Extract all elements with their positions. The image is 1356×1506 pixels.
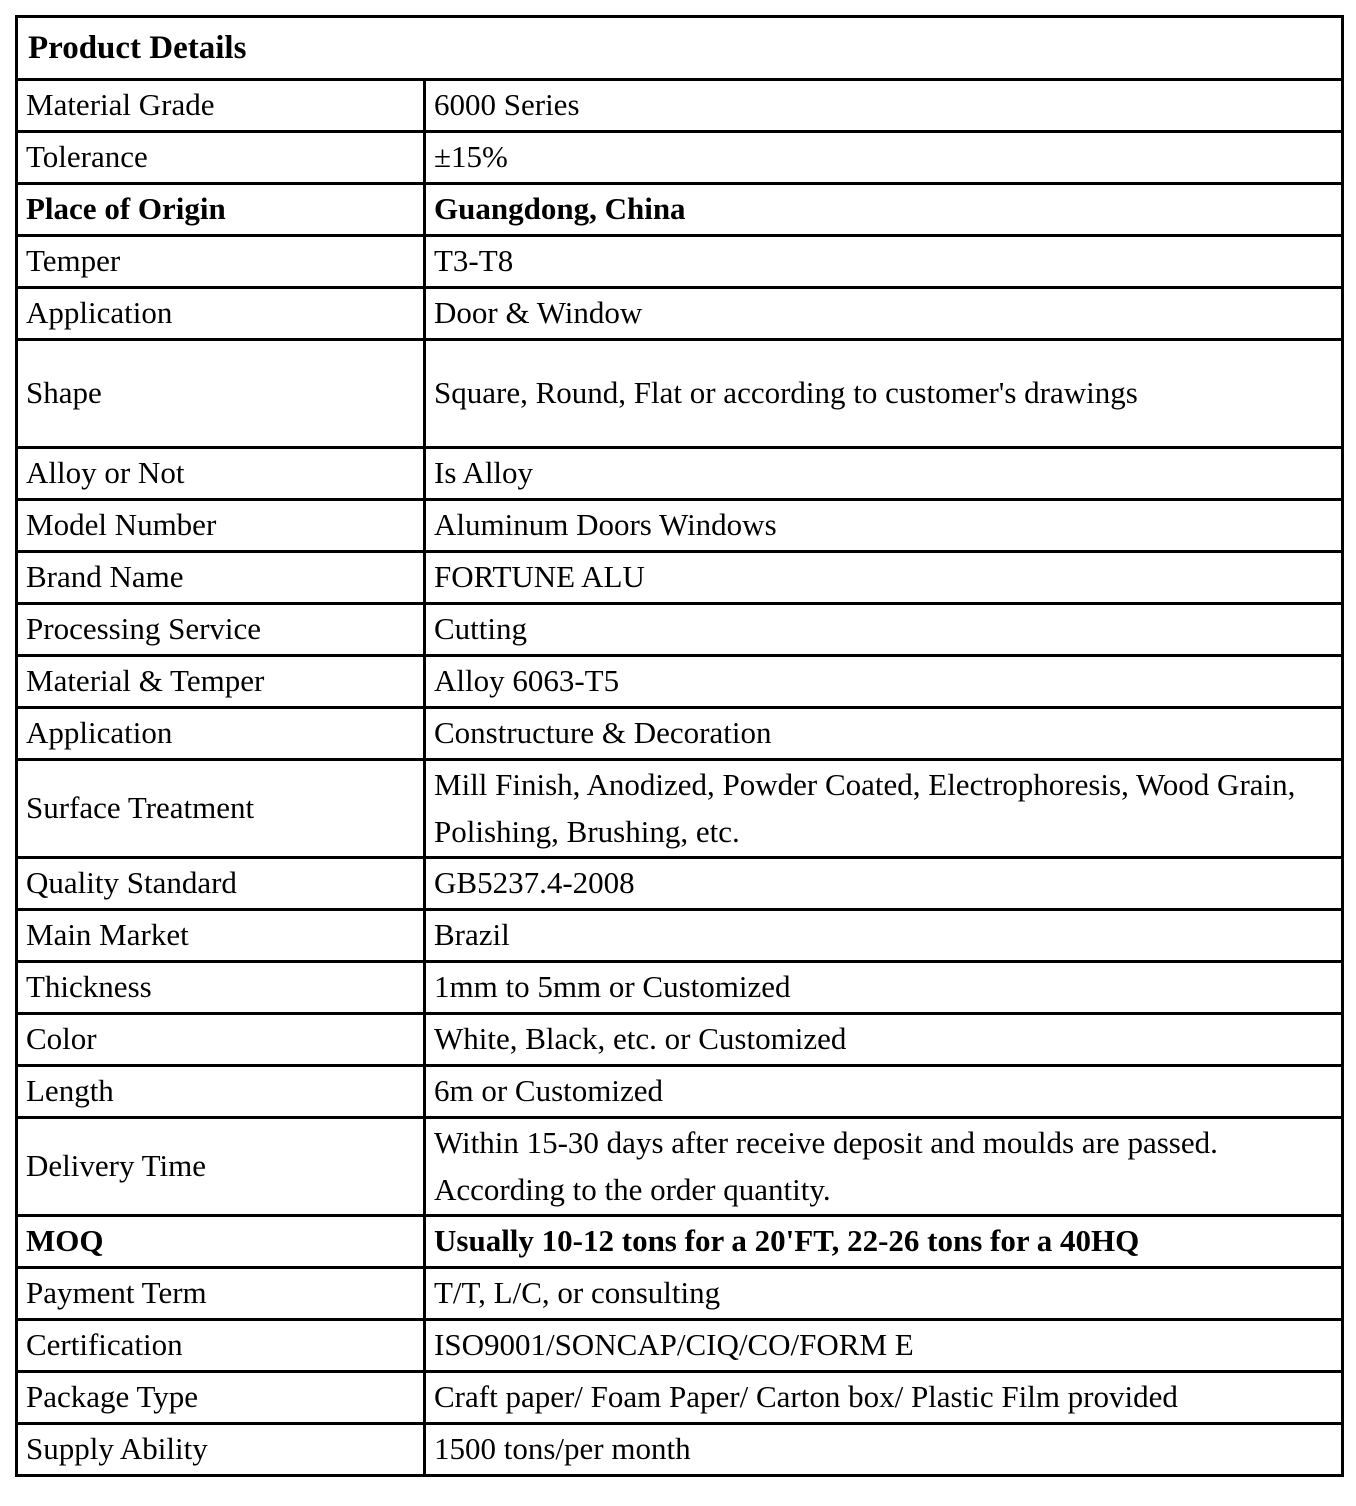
row-label: Material & Temper (17, 656, 425, 708)
row-value: T3-T8 (425, 236, 1343, 288)
row-label: Model Number (17, 500, 425, 552)
table-row (17, 1424, 1343, 1476)
row-value: Is Alloy (425, 448, 1343, 500)
row-label: Length (17, 1066, 425, 1118)
table-title: Product Details (17, 17, 1343, 80)
row-value: Aluminum Doors Windows (425, 500, 1343, 552)
table-row (17, 760, 1343, 858)
table-row (17, 448, 1343, 500)
table-row (17, 80, 1343, 132)
row-label: Brand Name (17, 552, 425, 604)
table-row (17, 184, 1343, 236)
row-label: Place of Origin (17, 184, 425, 236)
row-label: Color (17, 1014, 425, 1066)
row-label: Material Grade (17, 80, 425, 132)
row-value: FORTUNE ALU (425, 552, 1343, 604)
row-value: White, Black, etc. or Customized (425, 1014, 1343, 1066)
row-label: Payment Term (17, 1268, 425, 1320)
table-row (17, 858, 1343, 910)
row-value: Guangdong, China (425, 184, 1343, 236)
row-label: Application (17, 708, 425, 760)
table-row (17, 132, 1343, 184)
table-row (17, 962, 1343, 1014)
row-value: Square, Round, Flat or according to customer's drawings (425, 340, 1343, 448)
row-label: Surface Treatment (17, 760, 425, 858)
table-row (17, 604, 1343, 656)
row-value: Usually 10-12 tons for a 20'FT, 22-26 tons for a 40HQ (425, 1216, 1343, 1268)
table-row (17, 552, 1343, 604)
row-value: 1500 tons/per month (425, 1424, 1343, 1476)
row-value: 6000 Series (425, 80, 1343, 132)
row-value: Constructure & Decoration (425, 708, 1343, 760)
row-label: Thickness (17, 962, 425, 1014)
table-row (17, 1320, 1343, 1372)
row-label: Shape (17, 340, 425, 448)
row-value: ISO9001/SONCAP/CIQ/CO/FORM E (425, 1320, 1343, 1372)
row-value: Door & Window (425, 288, 1343, 340)
table-row (17, 236, 1343, 288)
table-row (17, 288, 1343, 340)
row-label: MOQ (17, 1216, 425, 1268)
row-label: Alloy or Not (17, 448, 425, 500)
row-label: Supply Ability (17, 1424, 425, 1476)
row-label: Temper (17, 236, 425, 288)
table-header-row (17, 17, 1343, 80)
row-label: Certification (17, 1320, 425, 1372)
row-label: Main Market (17, 910, 425, 962)
table-row (17, 656, 1343, 708)
row-label: Tolerance (17, 132, 425, 184)
row-value: Craft paper/ Foam Paper/ Carton box/ Plastic Film provided (425, 1372, 1343, 1424)
table-row (17, 910, 1343, 962)
row-label: Delivery Time (17, 1118, 425, 1216)
row-value: Cutting (425, 604, 1343, 656)
table-row (17, 340, 1343, 448)
row-value: Brazil (425, 910, 1343, 962)
row-value: Alloy 6063-T5 (425, 656, 1343, 708)
table-row (17, 1268, 1343, 1320)
table-row (17, 1014, 1343, 1066)
table-row (17, 1216, 1343, 1268)
row-value: GB5237.4-2008 (425, 858, 1343, 910)
row-label: Processing Service (17, 604, 425, 656)
product-details-table (15, 15, 1344, 1477)
table-row (17, 1372, 1343, 1424)
table-row (17, 1118, 1343, 1216)
row-value: Within 15-30 days after receive deposit and moulds are passed. According to the order quantity. (425, 1118, 1343, 1216)
row-value: T/T, L/C, or consulting (425, 1268, 1343, 1320)
row-label: Package Type (17, 1372, 425, 1424)
row-label: Application (17, 288, 425, 340)
row-value: Mill Finish, Anodized, Powder Coated, Electrophoresis, Wood Grain, Polishing, Brushing, etc. (425, 760, 1343, 858)
table-row (17, 708, 1343, 760)
row-value: ±15% (425, 132, 1343, 184)
row-value: 6m or Customized (425, 1066, 1343, 1118)
table-row (17, 500, 1343, 552)
row-value: 1mm to 5mm or Customized (425, 962, 1343, 1014)
row-label: Quality Standard (17, 858, 425, 910)
table-row (17, 1066, 1343, 1118)
